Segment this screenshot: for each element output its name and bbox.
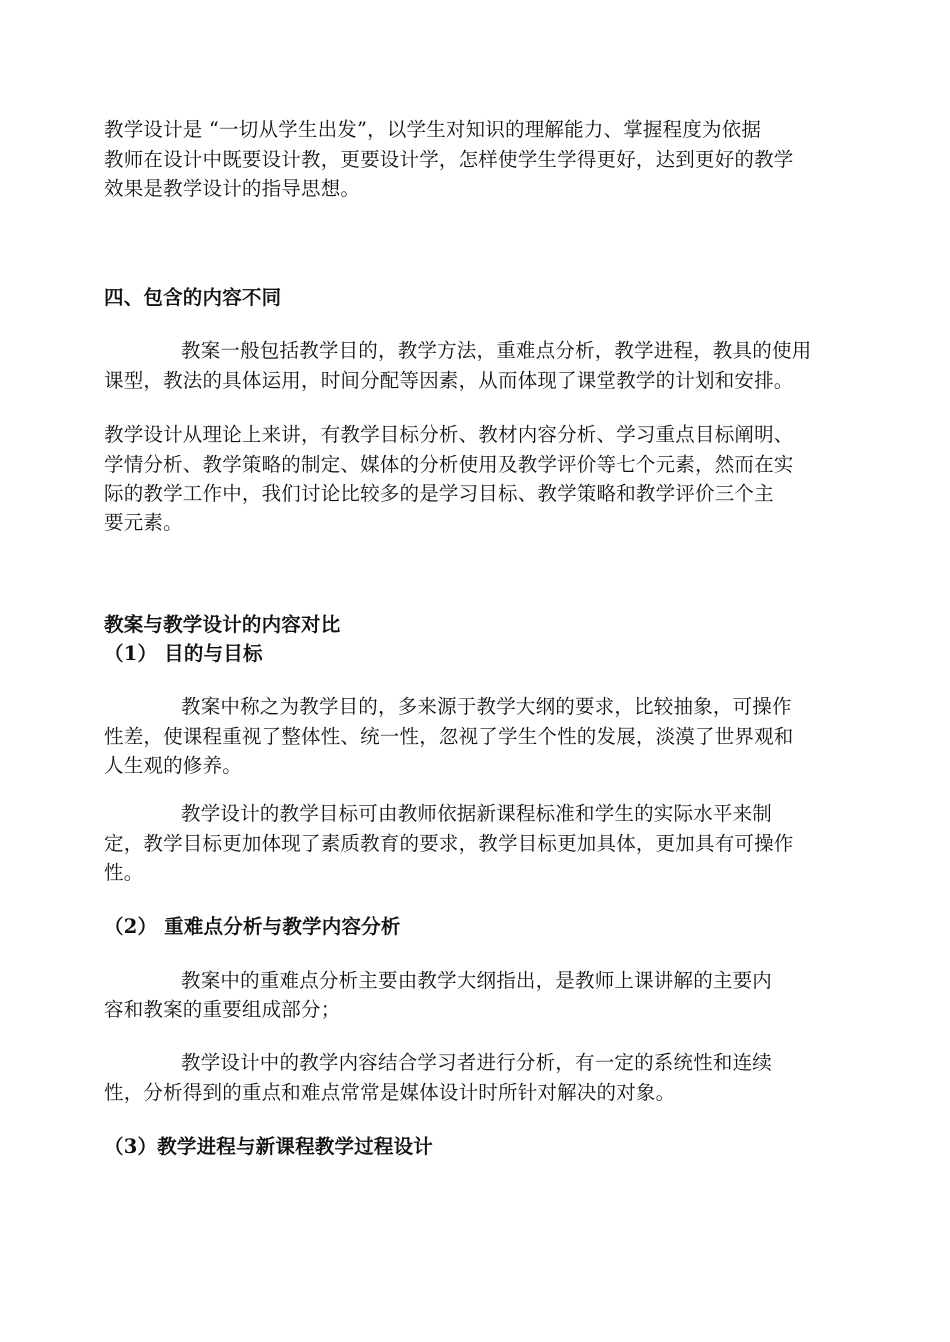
- paragraph-line: 教学设计从理论上来讲，有教学目标分析、教材内容分析、学习重点目标阐明、: [104, 423, 794, 446]
- comparison-heading: 教案与教学设计的内容对比: [104, 613, 341, 636]
- subsection-heading: （3）教学进程与新课程教学过程设计: [104, 1135, 433, 1158]
- paragraph-line: 人生观的修养。: [104, 754, 242, 777]
- intro-line-2: 教师在设计中既要设计教，更要设计学，怎样使学生学得更好，达到更好的教学: [104, 148, 794, 171]
- subsection-heading: （2） 重难点分析与教学内容分析: [104, 915, 401, 938]
- paragraph-line: 际的教学工作中，我们讨论比较多的是学习目标、教学策略和教学评价三个主: [104, 482, 774, 505]
- paragraph-line: 定，教学目标更加体现了素质教育的要求，教学目标更加具体，更加具有可操作: [104, 832, 794, 855]
- intro-line-3: 效果是教学设计的指导思想。: [104, 177, 361, 200]
- paragraph-line: 性。: [104, 861, 144, 884]
- paragraph-line: 性，分析得到的重点和难点常常是媒体设计时所针对解决的对象。: [104, 1081, 676, 1104]
- paragraph-line: 教案中称之为教学目的，多来源于教学大纲的要求，比较抽象，可操作: [181, 695, 792, 718]
- paragraph-line: 教学设计的教学目标可由教师依据新课程标准和学生的实际水平来制: [181, 802, 773, 825]
- paragraph-line: 学情分析、教学策略的制定、媒体的分析使用及教学评价等七个元素，然而在实: [104, 453, 794, 476]
- paragraph-line: 教学设计中的教学内容结合学习者进行分析，有一定的系统性和连续: [181, 1051, 773, 1074]
- paragraph-line: 教案一般包括教学目的，教学方法，重难点分析，教学进程，教具的使用: [181, 339, 812, 362]
- section-heading: 四、包含的内容不同: [104, 286, 282, 309]
- intro-line-1: 教学设计是 “一切从学生出发”，以学生对知识的理解能力、掌握程度为依据: [104, 118, 762, 141]
- paragraph-line: 课型，教法的具体运用，时间分配等因素，从而体现了课堂教学的计划和安排。: [104, 369, 794, 392]
- paragraph-line: 教案中的重难点分析主要由教学大纲指出，是教师上课讲解的主要内: [181, 969, 773, 992]
- paragraph-line: 容和教案的重要组成部分；: [104, 998, 341, 1021]
- paragraph-line: 性差，使课程重视了整体性、统一性，忽视了学生个性的发展，淡漠了世界观和: [104, 725, 794, 748]
- paragraph-line: 要元素。: [104, 511, 183, 534]
- subsection-heading: （1） 目的与目标: [104, 642, 263, 665]
